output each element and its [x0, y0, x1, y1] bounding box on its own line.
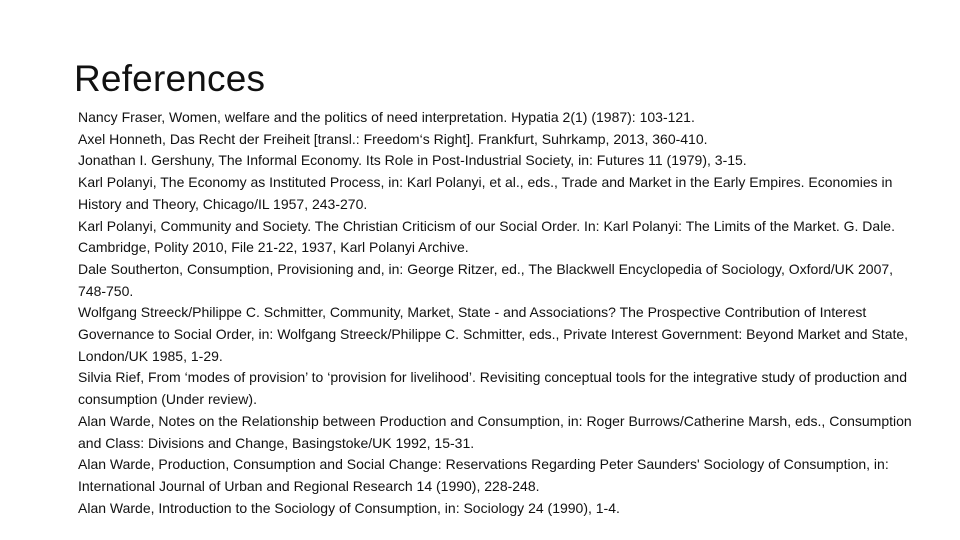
reference-item: Silvia Rief, From ‘modes of provision’ to ‘provision for livelihood’. Revisiting conceptual tools for the integrative study of production and consumption (Under review). — [78, 369, 908, 408]
reference-item: Wolfgang Streeck/Philippe C. Schmitter, Community, Market, State - and Associations? The Prospective Contribution of Interest Governance to Social Order, in: Wolfgang Streeck/Philippe C. Schmitter, eds., Private Interest Government: Beyond Market and State, London/UK 1985, 1-29. — [78, 304, 909, 364]
reference-item: Nancy Fraser, Women, welfare and the politics of need interpretation. Hypatia 2(1) (1987): 103-121. — [78, 109, 695, 125]
reference-item: Axel Honneth, Das Recht der Freiheit [transl.: Freedom‘s Right]. Frankfurt, Suhrkamp, 2013, 360-410. — [78, 130, 708, 147]
reference-item: Alan Warde, Production, Consumption and Social Change: Reservations Regarding Peter Saunders' Sociology of Consumption, in: International Journal of Urban and Regional Research 14 (1990), 228-248. — [78, 456, 889, 494]
reference-list — [78, 107, 916, 519]
slide-title: References — [74, 58, 266, 99]
reference-item: Jonathan I. Gershuny, The Informal Economy. Its Role in Post-Industrial Society, in: Futures 11 (1979), 3-15. — [78, 152, 747, 169]
reference-item: Alan Warde, Notes on the Relationship between Production and Consumption, in: Roger Burrows/Catherine Marsh, eds., Consumption and Class: Divisions and Change, Basingstoke/UK 1992, 15-31. — [78, 412, 912, 451]
reference-item: Karl Polanyi, The Economy as Instituted Process, in: Karl Polanyi, et al., eds., Trade and Market in the Early Empires. Economies in History and Theory, Chicago/IL 1957, 243-270. — [78, 174, 893, 212]
reference-item: Karl Polanyi, Community and Society. The Christian Criticism of our Social Order. In: Karl Polanyi: The Limits of the Market. G. Dale. Cambridge, Polity 2010, File 21-22, 1937, Karl Polanyi Archive. — [78, 217, 895, 256]
reference-item: Dale Southerton, Consumption, Provisioning and, in: George Ritzer, ed., The Blackwell Encyclopedia of Sociology, Oxford/UK 2007, 748-750. — [78, 260, 894, 299]
reference-item: Alan Warde, Introduction to the Sociology of Consumption, in: Sociology 24 (1990), 1-4. — [78, 499, 620, 516]
